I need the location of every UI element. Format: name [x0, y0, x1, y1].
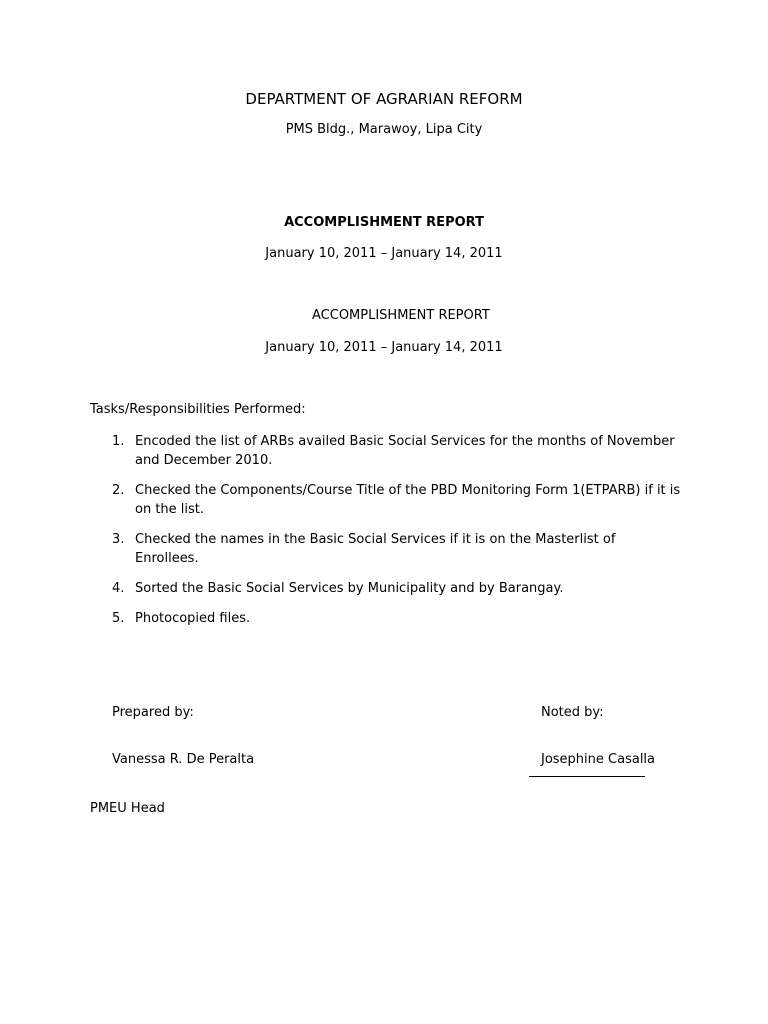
list-item-text: Encoded the list of ARBs availed Basic Social Services for the months of November and December 2010. — [135, 434, 675, 468]
list-item-text: Checked the Components/Course Title of the PBD Monitoring Form 1(ETPARB) if it is on the list. — [135, 483, 681, 517]
list-item-number: 1. — [112, 434, 125, 449]
list-item-number: 4. — [112, 581, 125, 596]
organization-title: DEPARTMENT OF AGRARIAN REFORM — [245, 90, 523, 108]
list-item — [112, 432, 682, 470]
list-item-number: 2. — [112, 483, 125, 498]
tasks-heading: Tasks/Responsibilities Performed: — [90, 402, 306, 417]
report-title: ACCOMPLISHMENT REPORT — [284, 215, 484, 230]
list-item-number: 3. — [112, 532, 125, 547]
noted-by-label: Noted by: — [541, 705, 604, 720]
report-title-repeat: ACCOMPLISHMENT REPORT — [312, 308, 490, 323]
preparer-name: Vanessa R. De Peralta — [112, 752, 255, 767]
report-dates: January 10, 2011 – January 14, 2011 — [265, 246, 503, 261]
noter-name: Josephine Casalla — [541, 752, 656, 767]
list-item-text: Photocopied files. — [135, 611, 251, 626]
list-item-text: Checked the names in the Basic Social Services if it is on the Masterlist of Enrollees. — [135, 532, 616, 566]
prepared-by-label: Prepared by: — [112, 705, 194, 720]
list-item — [112, 530, 682, 568]
list-item — [112, 579, 682, 598]
list-item-text: Sorted the Basic Social Services by Municipality and by Barangay. — [135, 581, 564, 596]
noter-position: PMEU Head — [90, 801, 165, 816]
list-item — [112, 609, 682, 628]
list-item — [112, 481, 682, 519]
list-item-number: 5. — [112, 611, 125, 626]
signature-line — [529, 776, 645, 777]
report-dates-repeat: January 10, 2011 – January 14, 2011 — [265, 340, 503, 355]
organization-address: PMS Bldg., Marawoy, Lipa City — [285, 122, 483, 137]
tasks-list — [112, 432, 682, 639]
